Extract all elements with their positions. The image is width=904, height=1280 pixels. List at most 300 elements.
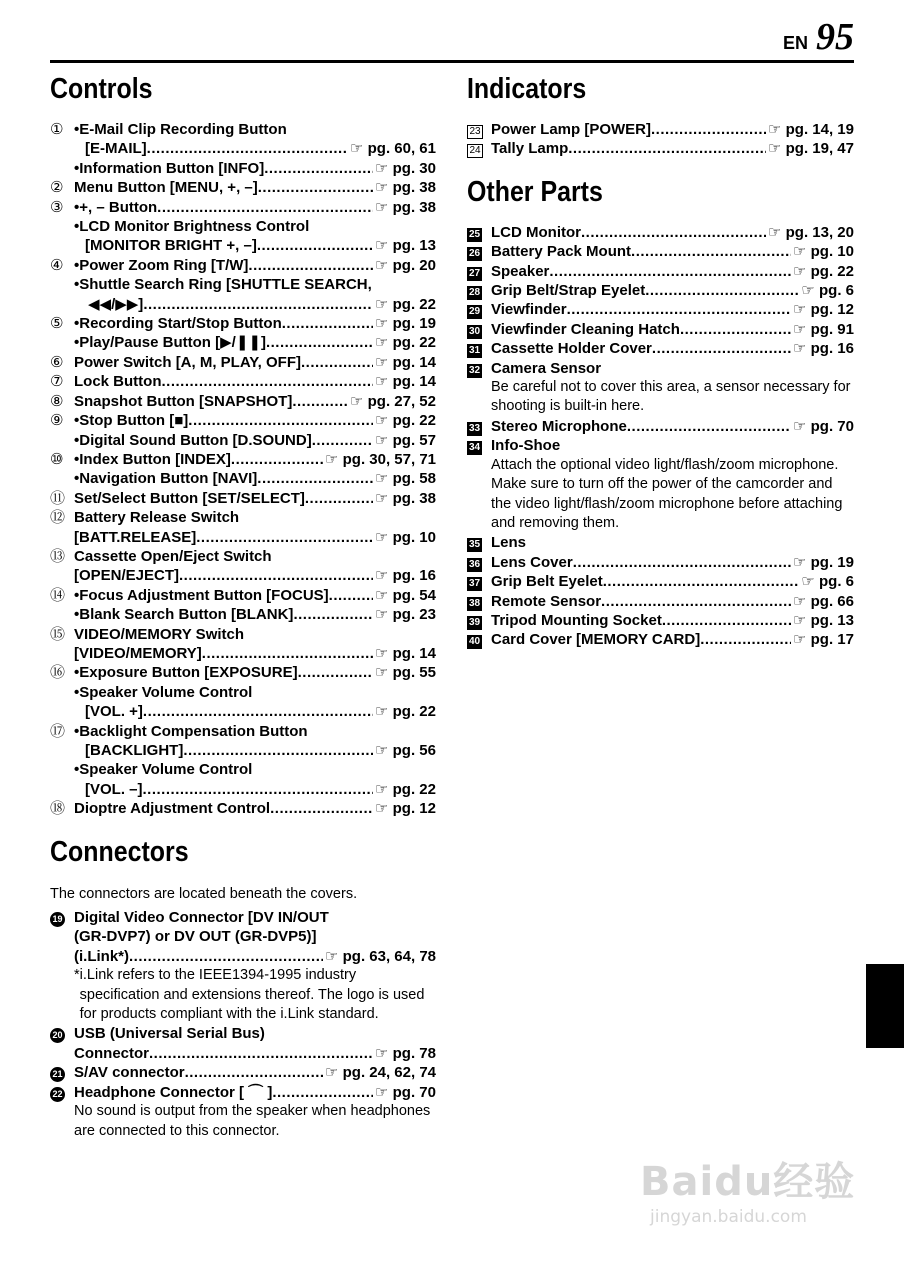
list-item: [467, 572, 854, 591]
leader-dots: [188, 411, 373, 430]
list-item: [467, 611, 854, 630]
leader-dots: [183, 741, 373, 760]
item-text: [74, 528, 436, 547]
item-number-marker: [50, 372, 74, 391]
item-number-marker: [50, 1063, 74, 1082]
item-text: [74, 722, 436, 741]
page-reference: ☞ pg. 22: [375, 295, 436, 313]
item-number: ⑧: [50, 392, 64, 410]
item-number: ⑬: [50, 547, 66, 565]
item-label: [OPEN/EJECT]: [74, 567, 180, 585]
item-text: [74, 1024, 436, 1043]
watermark-url: jingyan.baidu.com: [650, 1207, 807, 1227]
page-reference: ☞ pg. 22: [375, 412, 436, 430]
item-number-marker: [467, 281, 491, 300]
item-text: [74, 1063, 436, 1082]
item-text: [491, 592, 854, 611]
connectors-list-2: [50, 1024, 436, 1102]
item-number-marker: [467, 417, 491, 436]
item-label: Grip Belt/Strap Eyelet: [491, 282, 646, 300]
page-reference: ☞ pg. 6: [801, 282, 854, 300]
item-label: [VOL. –]: [85, 780, 143, 798]
item-label: Set/Select Button [SET/SELECT]: [74, 489, 305, 507]
item-number: 39: [468, 616, 481, 628]
item-number-marker: [50, 256, 74, 275]
item-text: [74, 236, 436, 255]
item-text: [74, 947, 436, 966]
leader-dots: [196, 528, 373, 547]
list-item: [50, 431, 436, 450]
item-text: [74, 217, 436, 236]
item-number: 33: [468, 422, 481, 434]
list-item: [467, 359, 854, 378]
item-number: ⑱: [50, 800, 66, 818]
leader-dots: [129, 947, 323, 966]
item-number-marker: [50, 1044, 74, 1063]
item-number-marker: [50, 663, 74, 682]
item-number: 35: [468, 539, 481, 551]
item-number-marker: [467, 139, 491, 158]
item-number: ①: [50, 121, 64, 138]
item-number-marker: [50, 625, 74, 644]
item-label: USB (Universal Serial Bus): [74, 1025, 265, 1043]
list-item: [50, 275, 436, 294]
item-label: •Speaker Volume Control: [74, 761, 253, 779]
page-reference: ☞ pg. 30: [375, 159, 436, 177]
item-text: [491, 262, 854, 281]
item-number-marker: [467, 120, 491, 139]
list-item: [467, 533, 854, 552]
list-item: [50, 217, 436, 236]
item-number: 21: [50, 1067, 65, 1082]
item-label: •Navigation Button [NAVI]: [74, 470, 258, 488]
controls-heading: Controls: [50, 73, 153, 105]
item-label: Digital Video Connector [DV IN/OUT: [74, 909, 329, 927]
item-text: [74, 411, 436, 430]
item-text: [74, 908, 436, 927]
indicators-list: [467, 120, 854, 159]
item-text: [74, 741, 436, 760]
item-number-marker: [467, 572, 491, 591]
list-item: [50, 644, 436, 663]
leader-dots: [645, 281, 799, 300]
item-label: Cassette Holder Cover: [491, 340, 652, 358]
item-label: ◀◀/▶▶]: [88, 295, 144, 313]
page-reference: ☞ pg. 13: [375, 237, 436, 255]
leader-dots: [662, 611, 791, 630]
item-label: VIDEO/MEMORY Switch: [74, 625, 245, 643]
item-number: ⑯: [50, 664, 66, 682]
item-label: •Backlight Compensation Button: [74, 722, 308, 740]
item-text: [491, 611, 854, 630]
leader-dots: [257, 469, 373, 488]
item-number: ⑰: [50, 722, 66, 740]
item-label: •Stop Button [■]: [74, 412, 189, 430]
item-label: •Focus Adjustment Button [FOCUS]: [74, 586, 329, 604]
item-number: ③: [50, 198, 64, 216]
item-text: [491, 359, 854, 378]
item-number-marker: [467, 533, 491, 552]
list-item: [50, 722, 436, 741]
item-label: •Play/Pause Button [▶/❚❚]: [74, 334, 266, 352]
page-reference: ☞ pg. 6: [801, 573, 854, 591]
item-number-marker: [467, 592, 491, 611]
leader-dots: [603, 572, 800, 591]
item-text: [74, 760, 436, 779]
item-label: •Information Button [INFO]: [74, 159, 265, 177]
item-label: Cassette Open/Eject Switch: [74, 547, 272, 565]
item-text: [74, 605, 436, 624]
item-number-marker: [50, 295, 74, 314]
leader-dots: [292, 392, 348, 411]
item-label: •Blank Search Button [BLANK]: [74, 606, 294, 624]
page-reference: ☞ pg. 60, 61: [350, 140, 436, 158]
list-item: [467, 320, 854, 339]
item-label: Viewfinder: [491, 301, 567, 319]
item-number: 36: [468, 558, 481, 570]
leader-dots: [581, 223, 766, 242]
item-label: Tally Lamp: [491, 140, 569, 158]
item-number: 27: [468, 267, 481, 279]
item-text: [74, 547, 436, 566]
leader-dots: [298, 663, 373, 682]
item-text: [74, 275, 436, 294]
item-number-marker: [50, 508, 74, 527]
item-number-marker: [50, 275, 74, 294]
list-item: [50, 547, 436, 566]
item-number: ④: [50, 256, 64, 274]
leader-dots: [312, 431, 373, 450]
item-text: [74, 927, 436, 946]
other-parts-list-3: [467, 533, 854, 649]
list-item: [467, 223, 854, 242]
list-item: [50, 947, 436, 966]
page-reference: ☞ pg. 54: [375, 586, 436, 604]
list-item: [50, 586, 436, 605]
list-item: [50, 139, 436, 158]
item-number-marker: [50, 547, 74, 566]
list-item: [467, 436, 854, 455]
leader-dots: [202, 644, 373, 663]
item-label: Camera Sensor: [491, 359, 602, 377]
item-text: [74, 799, 436, 818]
item-number-marker: [50, 780, 74, 799]
right-column: [467, 70, 854, 654]
item-text: [491, 533, 854, 552]
item-number-marker: [50, 683, 74, 702]
leader-dots: [301, 353, 373, 372]
list-item: [50, 489, 436, 508]
item-label: Headphone Connector [ ⌒ ]: [74, 1083, 273, 1101]
list-item: [50, 295, 436, 314]
item-number-marker: [467, 223, 491, 242]
section-thumb-tab: [866, 964, 904, 1048]
item-text: [74, 1044, 436, 1063]
leader-dots: [549, 262, 791, 281]
item-number-marker: [50, 1083, 74, 1102]
item-number-marker: [50, 159, 74, 178]
list-item: [50, 120, 436, 139]
list-item: [50, 780, 436, 799]
item-text: [74, 256, 436, 275]
list-item: [50, 333, 436, 352]
list-item: [50, 625, 436, 644]
item-number-marker: [50, 139, 74, 158]
item-number-marker: [50, 1024, 74, 1043]
item-text: [74, 159, 436, 178]
item-label: Grip Belt Eyelet: [491, 573, 603, 591]
leader-dots: [147, 139, 348, 158]
item-text: [74, 508, 436, 527]
item-label: Lens Cover: [491, 553, 573, 571]
item-text: [74, 1083, 436, 1102]
headphone-description: No sound is output from the speaker when headphones are connected to this connector.: [74, 1103, 431, 1139]
page-reference: ☞ pg. 22: [375, 334, 436, 352]
page-reference: ☞ pg. 70: [793, 417, 854, 435]
list-item: [50, 353, 436, 372]
item-number-marker: [50, 178, 74, 197]
controls-list: [50, 120, 436, 819]
page-reference: ☞ pg. 12: [793, 301, 854, 319]
leader-dots: [248, 256, 373, 275]
item-number: 32: [468, 364, 481, 376]
leader-dots: [270, 799, 373, 818]
page-reference: ☞ pg. 10: [793, 243, 854, 261]
list-item: [50, 256, 436, 275]
leader-dots: [272, 1083, 373, 1102]
leader-dots: [651, 120, 766, 139]
leader-dots: [258, 178, 373, 197]
item-number-marker: [50, 217, 74, 236]
list-item: [50, 908, 436, 927]
item-label: Dioptre Adjustment Control: [74, 800, 271, 818]
item-number: ⑮: [50, 625, 66, 643]
item-number: 34: [468, 442, 481, 454]
list-item: [50, 1063, 436, 1082]
item-text: [491, 139, 854, 158]
list-item: [50, 198, 436, 217]
page-reference: ☞ pg. 22: [375, 703, 436, 721]
page-reference: ☞ pg. 14: [375, 644, 436, 662]
list-item: [467, 262, 854, 281]
item-label: •Index Button [INDEX]: [74, 450, 231, 468]
item-text: [74, 431, 436, 450]
leader-dots: [305, 489, 373, 508]
connectors-section: [50, 833, 436, 1141]
page-reference: ☞ pg. 19: [793, 553, 854, 571]
item-label: [E-MAIL]: [85, 140, 147, 158]
item-number-marker: [50, 741, 74, 760]
controls-section: [50, 70, 436, 819]
item-text: [491, 281, 854, 300]
item-number-marker: [50, 392, 74, 411]
item-number: 40: [468, 636, 481, 648]
list-item: [50, 411, 436, 430]
item-label: [BATT.RELEASE]: [74, 528, 197, 546]
item-text: [74, 663, 436, 682]
list-item: [50, 159, 436, 178]
item-number-marker: [467, 300, 491, 319]
item-number: 30: [468, 325, 481, 337]
item-number-marker: [467, 339, 491, 358]
list-item: [50, 663, 436, 682]
page-reference: ☞ pg. 13: [793, 611, 854, 629]
item-text: [74, 702, 436, 721]
item-number-marker: [50, 586, 74, 605]
leader-dots: [627, 417, 791, 436]
list-item: [467, 417, 854, 436]
page-reference: ☞ pg. 16: [375, 567, 436, 585]
item-number-marker: [50, 120, 74, 139]
list-item: [467, 630, 854, 649]
page-reference: ☞ pg. 58: [375, 470, 436, 488]
list-item: [50, 702, 436, 721]
item-label: [BACKLIGHT]: [85, 742, 184, 759]
other-parts-list: [467, 223, 854, 378]
item-number: 20: [50, 1028, 65, 1043]
item-number: 28: [468, 287, 481, 299]
item-number-marker: [50, 799, 74, 818]
page-reference: ☞ pg. 38: [375, 489, 436, 507]
other-parts-list-2: [467, 417, 854, 456]
item-number-marker: [50, 760, 74, 779]
item-number: 19: [50, 912, 65, 927]
list-item: [50, 314, 436, 333]
item-number-marker: [467, 262, 491, 281]
list-item: [50, 528, 436, 547]
leader-dots: [680, 320, 791, 339]
language-code: EN: [782, 33, 808, 53]
item-number-marker: [50, 489, 74, 508]
leader-dots: [157, 198, 373, 217]
item-label: Stereo Microphone: [491, 417, 627, 435]
list-item: [50, 741, 436, 760]
page-reference: ☞ pg. 63, 64, 78: [325, 947, 436, 965]
info-shoe-description: Attach the optional video light/flash/zoom microphone. Make sure to turn off the power of the camcorder and the video light/flash/zoom microphone before attaching and removing them.: [491, 456, 843, 531]
list-item: [467, 281, 854, 300]
item-label: Battery Pack Mount: [491, 243, 632, 261]
list-item: [50, 469, 436, 488]
item-text: [491, 223, 854, 242]
item-text: [491, 572, 854, 591]
leader-dots: [282, 314, 373, 333]
item-number: 23: [467, 125, 483, 139]
item-number-marker: [50, 722, 74, 741]
item-number-marker: [50, 411, 74, 430]
item-label: Battery Release Switch: [74, 509, 240, 527]
item-number-marker: [50, 908, 74, 927]
list-item: [467, 120, 854, 139]
page-reference: ☞ pg. 22: [793, 262, 854, 280]
item-number-marker: [50, 528, 74, 547]
leader-dots: [293, 605, 373, 624]
page-number: 95: [816, 16, 854, 58]
page-reference: ☞ pg. 16: [793, 340, 854, 358]
item-label: (i.Link*): [74, 947, 129, 965]
connectors-list: [50, 908, 436, 966]
list-item: [50, 566, 436, 585]
page-reference: ☞ pg. 57: [375, 431, 436, 449]
item-number: ⑦: [50, 373, 64, 391]
page-reference: ☞ pg. 14, 19: [768, 121, 854, 138]
page-header: [783, 18, 854, 56]
leader-dots: [601, 592, 791, 611]
item-text: [74, 139, 436, 158]
item-number-marker: [467, 630, 491, 649]
item-text: [491, 436, 854, 455]
item-text: [491, 339, 854, 358]
item-number: 38: [468, 597, 481, 609]
page-reference: ☞ pg. 17: [793, 631, 854, 649]
list-item: [50, 178, 436, 197]
list-item: [50, 372, 436, 391]
item-number-marker: [50, 450, 74, 469]
item-text: [74, 353, 436, 372]
item-text: [74, 586, 436, 605]
item-label: Tripod Mounting Socket: [491, 611, 662, 629]
item-text: [74, 469, 436, 488]
item-text: [74, 683, 436, 702]
other-parts-heading: Other Parts: [467, 175, 603, 208]
list-item: [50, 760, 436, 779]
item-label: •Exposure Button [EXPOSURE]: [74, 664, 298, 682]
item-number: 22: [50, 1087, 65, 1102]
item-text: [74, 295, 436, 314]
list-item: [50, 1083, 436, 1102]
list-item: [467, 339, 854, 358]
item-label: •Power Zoom Ring [T/W]: [74, 256, 249, 274]
item-label: •E-Mail Clip Recording Button: [74, 121, 287, 138]
page-reference: ☞ pg. 56: [375, 742, 436, 759]
item-label: S/AV connector: [74, 1064, 185, 1082]
leader-dots: [266, 333, 373, 352]
item-number-marker: [50, 353, 74, 372]
list-item: [50, 236, 436, 255]
item-number: ⑥: [50, 353, 64, 371]
item-number-marker: [50, 566, 74, 585]
item-label: Snapshot Button [SNAPSHOT]: [74, 392, 293, 410]
item-number: 37: [468, 578, 481, 590]
header-rule: [50, 60, 854, 63]
page-reference: ☞ pg. 12: [375, 800, 436, 818]
other-parts-section: [467, 173, 854, 650]
item-label: Connector: [74, 1044, 149, 1062]
page-reference: ☞ pg. 10: [375, 528, 436, 546]
item-text: [74, 120, 436, 139]
item-number-marker: [50, 947, 74, 966]
leader-dots: [700, 630, 791, 649]
item-number-marker: [467, 436, 491, 455]
item-text: [74, 625, 436, 644]
item-number-marker: [50, 431, 74, 450]
item-label: Lens: [491, 534, 527, 552]
item-number-marker: [50, 469, 74, 488]
item-label: •+, – Button: [74, 198, 158, 216]
item-label: LCD Monitor: [491, 223, 581, 241]
page-reference: ☞ pg. 22: [375, 780, 436, 798]
item-text: [491, 120, 854, 139]
item-text: [491, 553, 854, 572]
baidu-watermark: [640, 1150, 855, 1227]
item-number-marker: [50, 314, 74, 333]
item-number-marker: [50, 333, 74, 352]
page-reference: ☞ pg. 91: [793, 320, 854, 338]
item-number: ⑭: [50, 586, 66, 604]
leader-dots: [567, 300, 791, 319]
item-number-marker: [50, 927, 74, 946]
indicators-heading: Indicators: [467, 73, 587, 105]
page-reference: ☞ pg. 19: [375, 315, 436, 333]
